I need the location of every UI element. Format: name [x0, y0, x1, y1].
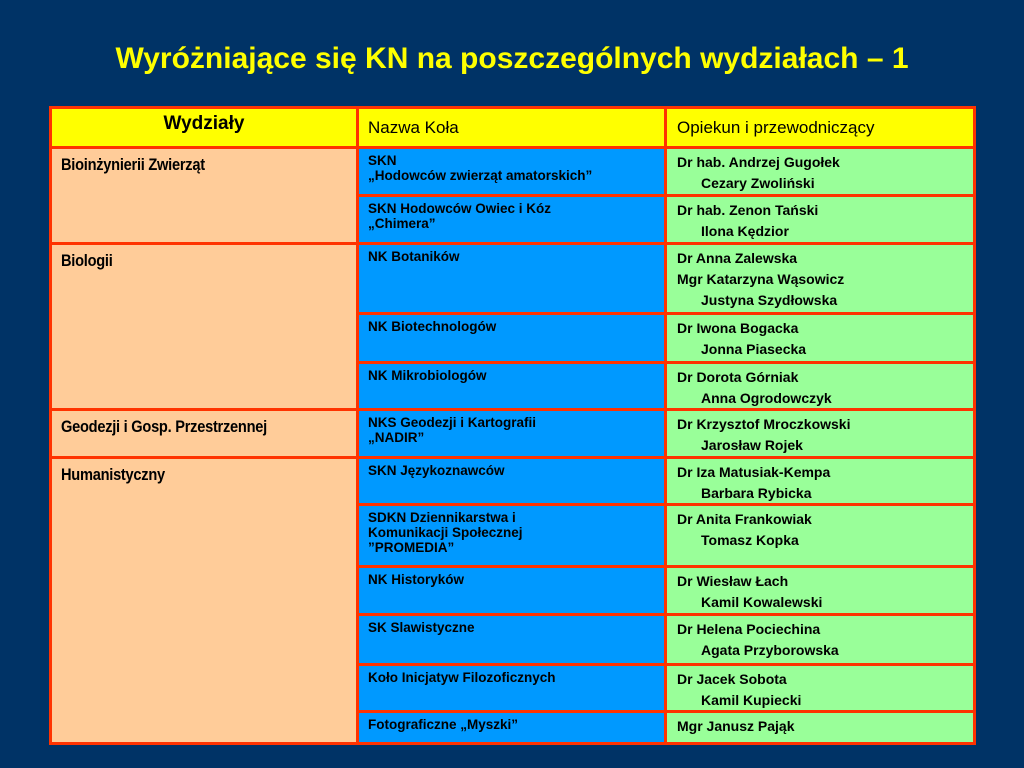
chair-name: Agata Przyborowska	[701, 642, 839, 658]
supervisor-name: Dr Krzysztof Mroczkowski	[677, 416, 851, 432]
club-name-line: ”PROMEDIA”	[368, 540, 455, 555]
chair-name: Cezary Zwoliński	[701, 175, 815, 191]
chair-name: Barbara Rybicka	[701, 485, 812, 501]
chair-name: Anna Ogrodowczyk	[701, 390, 832, 406]
supervisor-name: Dr Iza Matusiak-Kempa	[677, 464, 831, 480]
header-faculty: Wydziały	[52, 109, 356, 146]
supervisor-name: Dr hab. Andrzej Gugołek	[677, 154, 840, 170]
chair-name: Justyna Szydłowska	[701, 292, 838, 308]
club-name-cell	[359, 364, 664, 408]
chair-name: Tomasz Kopka	[701, 532, 799, 548]
faculty-cell	[52, 245, 356, 408]
faculty-cell	[52, 149, 356, 242]
supervisor-cell	[667, 197, 973, 242]
header-club-name: Nazwa Koła	[359, 109, 664, 146]
club-name-cell	[359, 616, 664, 663]
club-name-line: NK Biotechnologów	[368, 319, 497, 334]
club-name-cell	[359, 459, 664, 503]
page-title: Wyróżniające się KN na poszczególnych wydziałach – 1	[115, 42, 909, 75]
faculty-name: Geodezji i Gosp. Przestrzennej	[61, 417, 267, 436]
faculty-cell	[52, 411, 356, 456]
supervisor-name: Dr Jacek Sobota	[677, 671, 787, 687]
supervisor-cell	[667, 315, 973, 361]
club-name-cell	[359, 245, 664, 312]
supervisor-name: Dr Anna Zalewska	[677, 250, 798, 266]
faculty-name: Humanistyczny	[61, 465, 165, 484]
supervisor-cell	[667, 364, 973, 408]
faculty-cell	[52, 459, 356, 742]
faculty-name: Bioinżynierii Zwierząt	[61, 155, 205, 174]
club-name-line: „Chimera”	[368, 216, 436, 231]
club-name-line: NK Botaników	[368, 249, 460, 264]
club-name-line: Komunikacji Społecznej	[368, 525, 523, 540]
club-name-line: SDKN Dziennikarstwa i	[368, 510, 516, 525]
club-name-line: NK Historyków	[368, 572, 465, 587]
club-name-line: SK Slawistyczne	[368, 620, 475, 635]
supervisor-name: Dr Wiesław Łach	[677, 573, 789, 589]
club-name-line: „NADIR”	[368, 430, 425, 445]
supervisor-cell	[667, 666, 973, 710]
supervisor-cell	[667, 149, 973, 194]
club-name-cell	[359, 568, 664, 613]
supervisor-name: Dr Dorota Górniak	[677, 369, 799, 385]
chair-name: Kamil Kupiecki	[701, 692, 802, 708]
club-name-line: SKN Hodowców Owiec i Kóz	[368, 201, 552, 216]
club-name-cell	[359, 713, 664, 742]
club-name-line: Fotograficzne „Myszki”	[368, 717, 519, 732]
club-name-line: SKN	[368, 153, 397, 168]
chair-name: Ilona Kędzior	[701, 223, 789, 239]
chair-name: Jonna Piasecka	[701, 341, 807, 357]
club-name-cell	[359, 411, 664, 456]
club-name-cell	[359, 197, 664, 242]
club-name-cell	[359, 666, 664, 710]
supervisor-cell	[667, 411, 973, 456]
club-name-line: Koło Inicjatyw Filozoficznych	[368, 670, 556, 685]
chair-name: Kamil Kowalewski	[701, 594, 823, 610]
supervisor-cell	[667, 245, 973, 312]
club-name-cell	[359, 149, 664, 194]
supervisor-cell	[667, 616, 973, 663]
supervisor-name: Dr Iwona Bogacka	[677, 320, 799, 336]
club-name-line: NKS Geodezji i Kartografii	[368, 415, 537, 430]
header-supervisor: Opiekun i przewodniczący	[667, 109, 973, 146]
chair-name: Jarosław Rojek	[701, 437, 803, 453]
club-name-line: NK Mikrobiologów	[368, 368, 487, 383]
supervisor-cell	[667, 713, 973, 742]
faculty-name: Biologii	[61, 251, 113, 270]
supervisor-cell	[667, 506, 973, 565]
club-name-line: SKN Językoznawców	[368, 463, 505, 478]
supervisor-name: Dr hab. Zenon Tański	[677, 202, 819, 218]
clubs-table	[49, 106, 976, 745]
club-name-cell	[359, 315, 664, 361]
supervisor-name: Mgr Janusz Pająk	[677, 718, 795, 734]
club-name-line: „Hodowców zwierząt amatorskich”	[368, 168, 593, 183]
supervisor-name: Dr Helena Pociechina	[677, 621, 821, 637]
supervisor-cell	[667, 568, 973, 613]
supervisor-name: Dr Anita Frankowiak	[677, 511, 812, 527]
supervisor-cell	[667, 459, 973, 503]
club-name-cell	[359, 506, 664, 565]
chair-name: Mgr Katarzyna Wąsowicz	[677, 271, 845, 287]
